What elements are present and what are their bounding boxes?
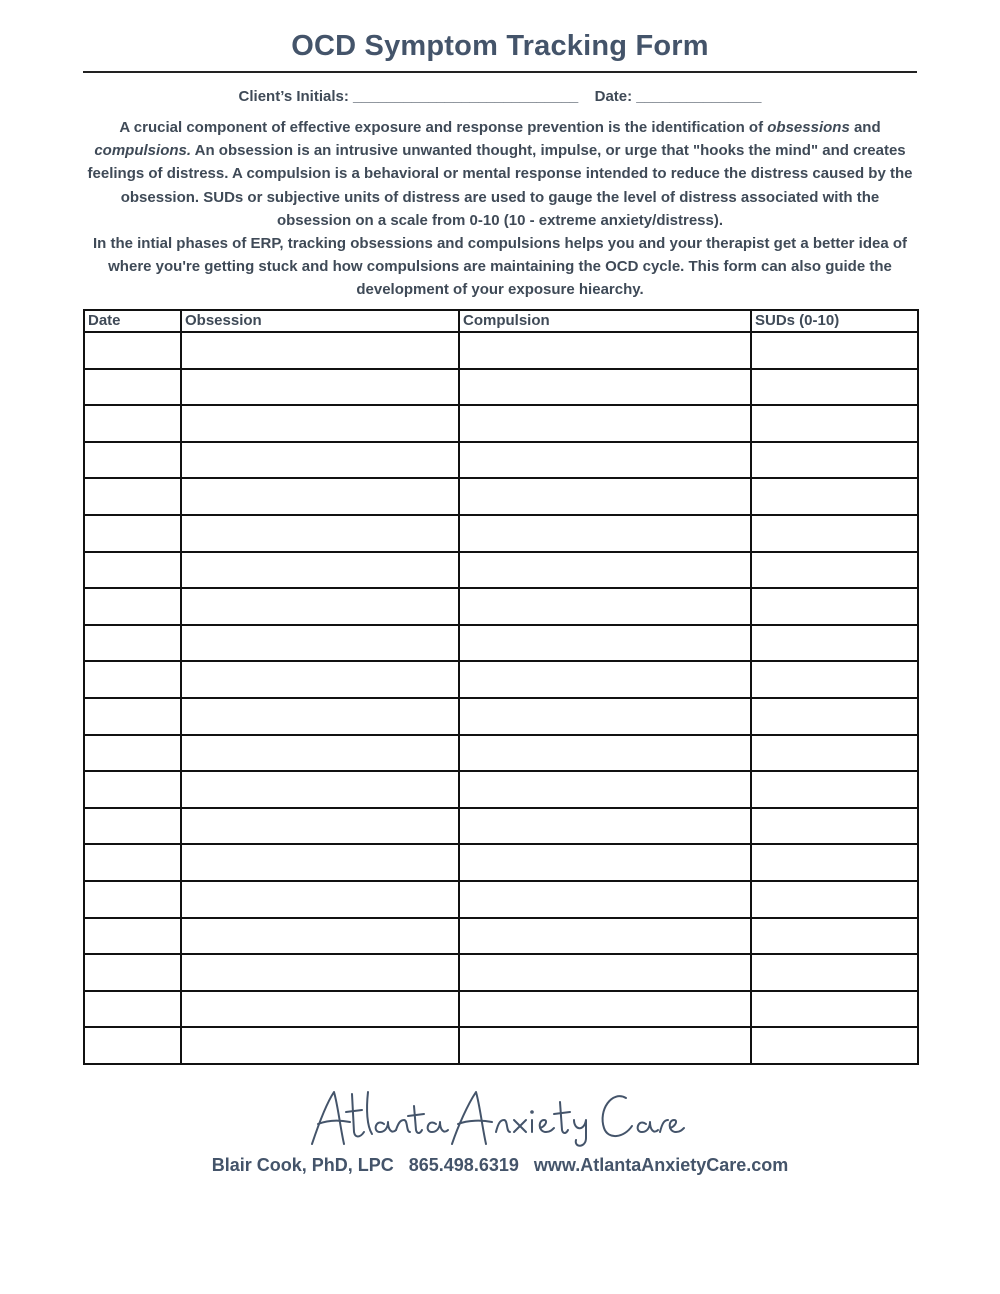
obsession-cell[interactable] (181, 844, 459, 881)
obsession-cell[interactable] (181, 515, 459, 552)
column-header-compulsion: Compulsion (459, 310, 751, 332)
obsession-cell[interactable] (181, 735, 459, 772)
client-initials-label: Client’s Initials: (238, 88, 349, 105)
table-row (84, 478, 918, 515)
compulsion-cell[interactable] (459, 881, 751, 918)
obsession-cell[interactable] (181, 1027, 459, 1064)
suds-cell[interactable] (751, 625, 918, 662)
suds-cell[interactable] (751, 771, 918, 808)
compulsion-cell[interactable] (459, 588, 751, 625)
page-title: OCD Symptom Tracking Form (291, 30, 709, 62)
date-cell[interactable] (84, 442, 181, 479)
table-row (84, 405, 918, 442)
atlanta-anxiety-care-logo (0, 1086, 1000, 1150)
compulsion-cell[interactable] (459, 478, 751, 515)
intro-text (83, 116, 917, 302)
date-cell[interactable] (84, 661, 181, 698)
table-row (84, 991, 918, 1028)
table-row (84, 442, 918, 479)
suds-cell[interactable] (751, 918, 918, 955)
compulsion-cell[interactable] (459, 332, 751, 369)
compulsion-cell[interactable] (459, 405, 751, 442)
compulsion-cell[interactable] (459, 771, 751, 808)
table-row (84, 735, 918, 772)
suds-cell[interactable] (751, 1027, 918, 1064)
date-cell[interactable] (84, 405, 181, 442)
column-header-suds: SUDs (0-10) (751, 310, 918, 332)
obsession-cell[interactable] (181, 881, 459, 918)
date-cell[interactable] (84, 369, 181, 406)
suds-cell[interactable] (751, 405, 918, 442)
obsession-cell[interactable] (181, 442, 459, 479)
phone-number[interactable]: 865.498.6319 (408, 1155, 519, 1175)
title-divider (83, 71, 917, 73)
obsession-cell[interactable] (181, 661, 459, 698)
date-cell[interactable] (84, 478, 181, 515)
compulsion-cell[interactable] (459, 808, 751, 845)
date-label: Date: (594, 88, 633, 105)
table-row (84, 698, 918, 735)
date-cell[interactable] (84, 881, 181, 918)
contact-footer (0, 1155, 1000, 1176)
date-cell[interactable] (84, 954, 181, 991)
compulsion-cell[interactable] (459, 991, 751, 1028)
suds-cell[interactable] (751, 954, 918, 991)
obsession-cell[interactable] (181, 991, 459, 1028)
compulsion-cell[interactable] (459, 844, 751, 881)
table-row (84, 1027, 918, 1064)
obsession-cell[interactable] (181, 698, 459, 735)
obsession-cell[interactable] (181, 918, 459, 955)
table-row (84, 332, 918, 369)
date-cell[interactable] (84, 515, 181, 552)
table-row (84, 771, 918, 808)
obsessions-term: obsessions (767, 119, 850, 136)
date-cell[interactable] (84, 698, 181, 735)
date-cell[interactable] (84, 808, 181, 845)
obsession-cell[interactable] (181, 405, 459, 442)
date-blank[interactable]: _______________ (636, 88, 762, 105)
suds-cell[interactable] (751, 991, 918, 1028)
compulsion-cell[interactable] (459, 918, 751, 955)
suds-cell[interactable] (751, 442, 918, 479)
date-cell[interactable] (84, 844, 181, 881)
table-row (84, 588, 918, 625)
suds-cell[interactable] (751, 881, 918, 918)
obsession-cell[interactable] (181, 771, 459, 808)
table-row (84, 661, 918, 698)
intro-paragraph-1: A crucial component of effective exposure and response prevention is the identification of obsessions and compulsions. An obsession is an intrusive unwanted thought, impulse, or urge that "hooks the mind" and creates feelings of distress. A compulsion is a behavioral or mental response intended to reduce the distress caused by the obsession. SUDs or subjective units of distress are used to gauge the level of distress associated with the obsession on a scale from 0-10 (10 - extreme anxiety/distress). (87, 119, 913, 229)
compulsion-cell[interactable] (459, 1027, 751, 1064)
table-row (84, 515, 918, 552)
table-row (84, 369, 918, 406)
suds-cell[interactable] (751, 478, 918, 515)
date-cell[interactable] (84, 991, 181, 1028)
table-row (84, 918, 918, 955)
date-cell[interactable] (84, 1027, 181, 1064)
obsession-cell[interactable] (181, 588, 459, 625)
compulsions-term: compulsions. (94, 142, 192, 160)
obsession-cell[interactable] (181, 625, 459, 662)
table-row (84, 808, 918, 845)
table-row (84, 625, 918, 662)
table-row (84, 954, 918, 991)
compulsion-cell[interactable] (459, 735, 751, 772)
compulsion-cell[interactable] (459, 552, 751, 589)
compulsion-cell[interactable] (459, 369, 751, 406)
suds-cell[interactable] (751, 552, 918, 589)
table-row (84, 844, 918, 881)
obsession-cell[interactable] (181, 808, 459, 845)
date-cell[interactable] (84, 771, 181, 808)
practitioner-name: Blair Cook, PhD, LPC (211, 1155, 394, 1175)
suds-cell[interactable] (751, 661, 918, 698)
client-info-line (0, 88, 1000, 105)
column-header-obsession: Obsession (181, 310, 459, 332)
date-cell[interactable] (84, 625, 181, 662)
suds-cell[interactable] (751, 844, 918, 881)
compulsion-cell[interactable] (459, 954, 751, 991)
obsession-cell[interactable] (181, 369, 459, 406)
date-cell[interactable] (84, 918, 181, 955)
suds-cell[interactable] (751, 369, 918, 406)
obsession-cell[interactable] (181, 478, 459, 515)
suds-cell[interactable] (751, 735, 918, 772)
compulsion-cell[interactable] (459, 661, 751, 698)
suds-cell[interactable] (751, 515, 918, 552)
suds-cell[interactable] (751, 808, 918, 845)
website-link[interactable]: www.AtlantaAnxietyCare.com (533, 1155, 789, 1175)
compulsion-cell[interactable] (459, 442, 751, 479)
intro-paragraph-2: In the intial phases of ERP, tracking obsessions and compulsions helps you and your therapist get a better idea of where you're getting stuck and how compulsions are maintaining the OCD cycle. This form can also guide the development of your exposure hiearchy. (92, 235, 908, 299)
date-cell[interactable] (84, 588, 181, 625)
compulsion-cell[interactable] (459, 698, 751, 735)
suds-cell[interactable] (751, 332, 918, 369)
compulsion-cell[interactable] (459, 625, 751, 662)
date-cell[interactable] (84, 332, 181, 369)
suds-cell[interactable] (751, 698, 918, 735)
table-row (84, 881, 918, 918)
obsession-cell[interactable] (181, 552, 459, 589)
compulsion-cell[interactable] (459, 515, 751, 552)
date-cell[interactable] (84, 735, 181, 772)
date-cell[interactable] (84, 552, 181, 589)
column-header-date: Date (84, 310, 181, 332)
obsession-cell[interactable] (181, 332, 459, 369)
obsession-cell[interactable] (181, 954, 459, 991)
table-row (84, 552, 918, 589)
table-header-row (84, 310, 918, 332)
client-initials-blank[interactable]: ___________________________ (353, 88, 579, 105)
suds-cell[interactable] (751, 588, 918, 625)
tracking-table-body (84, 332, 918, 1064)
tracking-table (83, 309, 919, 1065)
